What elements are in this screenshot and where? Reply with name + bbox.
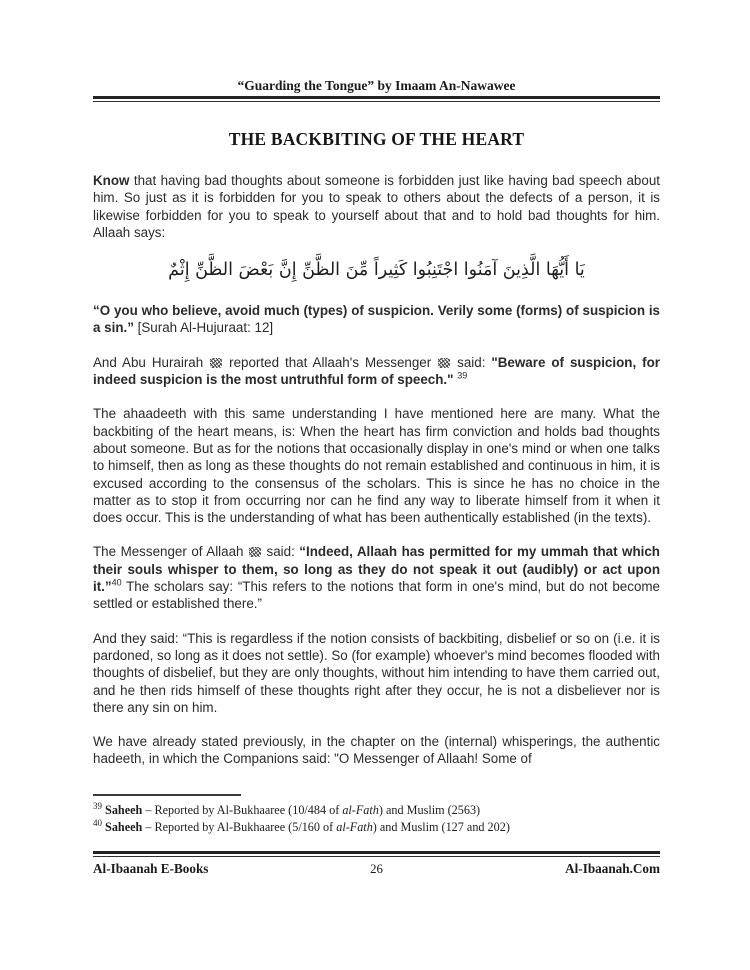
footer-website: Al-Ibaanah.Com bbox=[565, 861, 661, 876]
text-run: We have already stated previously, in the chapter on the (internal) whisperings, the authentic hadeeth, in which the Companions said: "O Messenger of Allaah! Some of bbox=[93, 734, 660, 767]
text-run: al-Fath bbox=[336, 819, 373, 834]
chapter-title: THE BACKBITING OF THE HEART bbox=[228, 129, 525, 149]
running-header: “Guarding the Tongue” by Imaam An-Nawawee bbox=[237, 78, 516, 93]
paragraph-abu-hurairah-hadith bbox=[93, 354, 660, 389]
footnote-39 bbox=[93, 802, 660, 819]
footnote-40 bbox=[93, 819, 660, 836]
text-run: "Beware of suspicion, for indeed suspicion is the most untruthful form of speech." bbox=[93, 354, 660, 388]
radiallahu-anhu-icon bbox=[210, 358, 222, 368]
text-run: said: bbox=[262, 544, 300, 560]
text-run: The scholars say: “This refers to the notions that form in one's mind, but do not become settled or established there.” bbox=[93, 579, 660, 612]
paragraph-ahaadeeth-explanation bbox=[93, 405, 660, 526]
text-run: Saheeh bbox=[102, 819, 143, 834]
text-run: reported that Allaah's Messenger bbox=[223, 354, 438, 370]
text-run: And they said: “This is regardless if the notion consists of backbiting, disbelief or so on (i.e. it is pardoned, so long as it does not settle). So (for example) whoever's mind becomes flooded with thoughts of disbelief, but they are only thoughts, without him intending to have them carried out, and he then rids himself of these thoughts right after they occur, he is not a disbeliever nor is there any sin on him. bbox=[93, 630, 660, 715]
text-run: al-Fath bbox=[342, 803, 379, 817]
text-run: 40 bbox=[111, 577, 122, 588]
paragraph-whisperings bbox=[93, 733, 660, 768]
sallallahu-alayhi-wa-sallam-icon bbox=[438, 358, 450, 368]
footer-rule bbox=[93, 851, 660, 857]
text-run: “Indeed, Allaah has permitted for my ummah that which their souls whisper to them, so long as they do not speak it out (audibly) or act upon it.” bbox=[93, 544, 660, 595]
sallallahu-alayhi-wa-sallam-icon bbox=[249, 547, 261, 557]
text-run: The ahaadeeth with this same understanding I have mentioned here are many. What the backbiting of the heart means, is: When the heart has firm conviction and holds bad thoughts about someone. But as for the notions that occasionally display in one's mind or when one talks to himself, then as long as these thoughts do not remain established and continuous in him, it is excused according to the consensus of the scholars. This is since he has no choice in the matter as to stop it from occurring nor can he find any way to liberate himself from it when it does occur. This is the understanding of what has been authentically established (in the texts). bbox=[93, 406, 660, 526]
paragraph-messenger-hadith bbox=[93, 543, 660, 612]
text-run: 39 bbox=[93, 800, 102, 811]
footnotes-section bbox=[93, 794, 660, 835]
page-number: 26 bbox=[370, 862, 383, 876]
arabic-verse: يَا أَيُّهَا الَّذِينَ آمَنُوا اجْتَنِبُوا كَثِيراً مِّنَ الظَّنِّ إِنَّ بَعْضَ الظَّنِّ إِثْمٌ bbox=[168, 260, 585, 281]
text-run: said: bbox=[451, 354, 492, 370]
text-run: ) and Muslim (127 and 202) bbox=[372, 819, 510, 834]
paragraph-scholars-saying bbox=[93, 630, 660, 716]
footer-publisher: Al-Ibaanah E-Books bbox=[93, 861, 209, 876]
text-run: “O you who believe, avoid much (types) of suspicion. Verily some (forms) of suspicion is a sin.” bbox=[93, 303, 660, 336]
text-run: that having bad thoughts about someone is forbidden just like having bad speech about him. So just as it is forbidden for you to speak to others about the defects of a person, it is likewise forbidden for you to speak to yourself about that and to hold bad thoughts for him. Allaah says: bbox=[93, 173, 660, 240]
text-run: Know bbox=[93, 173, 130, 188]
page-footer bbox=[93, 851, 660, 877]
text-run: Saheeh bbox=[102, 803, 143, 817]
text-run: 40 bbox=[93, 817, 102, 828]
text-run: ) and Muslim (2563) bbox=[378, 803, 481, 817]
paragraph-know bbox=[93, 172, 660, 241]
text-run: – Reported by Al-Bukhaaree (10/484 of bbox=[142, 803, 343, 817]
footnote-separator bbox=[93, 794, 241, 796]
text-run: – Reported by Al-Bukhaaree (5/160 of bbox=[142, 819, 337, 834]
text-run: 39 bbox=[457, 370, 468, 381]
text-run: [Surah Al-Hujuraat: 12] bbox=[133, 320, 274, 336]
paragraph-verse-translation bbox=[93, 302, 660, 337]
text-run: And Abu Hurairah bbox=[93, 354, 210, 370]
text-run: The Messenger of Allaah bbox=[93, 544, 248, 560]
header-rule bbox=[93, 96, 660, 102]
